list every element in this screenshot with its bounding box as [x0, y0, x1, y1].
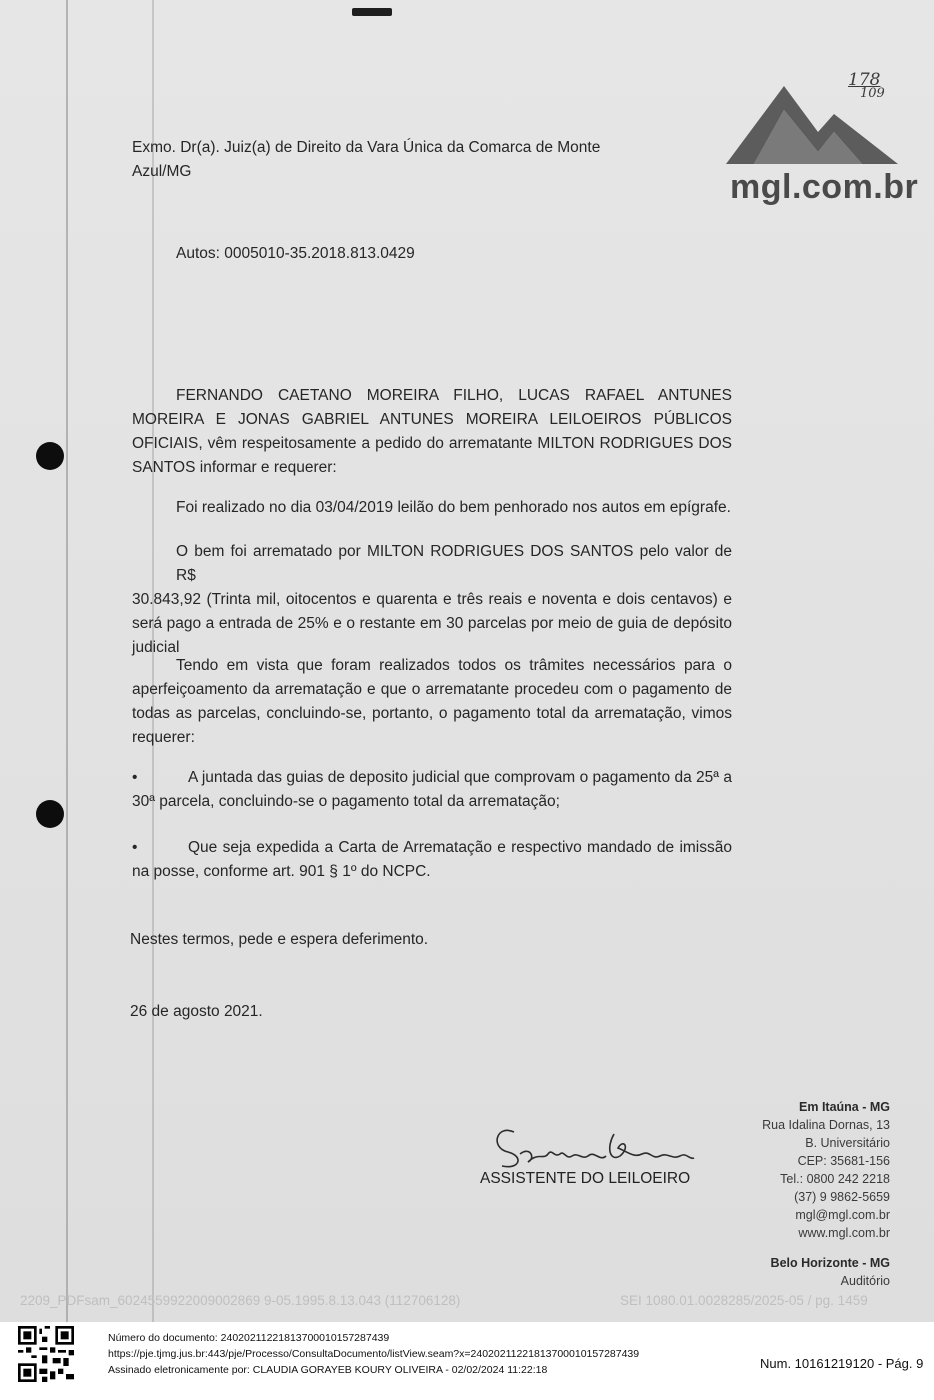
- addressee-line: Azul/MG: [132, 163, 192, 180]
- address-city-2: Belo Horizonte - MG: [770, 1256, 890, 1270]
- bullet: •: [132, 839, 138, 856]
- letter-date: 26 de agosto 2021.: [130, 1003, 263, 1020]
- paragraph-line: judicial: [132, 639, 180, 656]
- addressee-line: Exmo. Dr(a). Juiz(a) de Direito da Vara Única da Comarca de Monte: [132, 139, 601, 156]
- intro-paragraph: [132, 384, 732, 480]
- address-street: Rua Idalina Dornas, 13: [762, 1118, 890, 1132]
- tramites-paragraph: [132, 654, 732, 750]
- addressee: [132, 136, 652, 184]
- paragraph-line: requerer:: [132, 729, 195, 746]
- closing-text: Nestes termos, pede e espera deferimento.: [130, 931, 429, 948]
- paragraph-line: aperfeiçoamento da arrematação e que o arrematante procedeu com o pagamento de: [132, 681, 732, 698]
- address-city: Em Itaúna - MG: [799, 1100, 890, 1114]
- bullet: •: [132, 769, 138, 786]
- request-item-2: [132, 836, 732, 884]
- paragraph-line: O bem foi arrematado por MILTON RODRIGUES DOS SANTOS pelo valor de R$: [176, 543, 732, 584]
- document-url[interactable]: https://pje.tjmg.jus.br:443/pje/Processo/ConsultaDocumento/listView.seam?x=24020211221813700010157287439: [108, 1348, 640, 1360]
- paragraph-line: OFICIAIS, vêm respeitosamente a pedido do arrematante MILTON RODRIGUES DOS: [132, 435, 732, 452]
- paragraph-line: Tendo em vista que foram realizados todos os trâmites necessários para o: [176, 657, 732, 674]
- fold-line: [66, 0, 68, 1322]
- punch-hole: [36, 442, 64, 470]
- request-item-1: [132, 766, 732, 814]
- page-number: Num. 10161219120 - Pág. 9: [760, 1356, 924, 1371]
- signature-role: ASSISTENTE DO LEILOEIRO: [480, 1170, 691, 1187]
- document-number: Número do documento: 24020211221813700010157287439: [108, 1332, 390, 1344]
- paragraph-line: SANTOS informar e requerer:: [132, 459, 337, 476]
- paragraph-line: Que seja expedida a Carta de Arrematação e respectivo mandado de imissão: [188, 839, 732, 856]
- leilao-paragraph: Foi realizado no dia 03/04/2019 leilão do bem penhorado nos autos em epígrafe.: [176, 499, 731, 516]
- watermark-right: SEI 1080.01.0028285/2025-05 / pg. 1459: [620, 1293, 868, 1308]
- signature-block: [474, 1118, 704, 1187]
- punch-hole: [36, 800, 64, 828]
- address-phone: Tel.: 0800 242 2218: [780, 1172, 890, 1186]
- footer-info: [108, 1330, 639, 1378]
- paragraph-line: será pago a entrada de 25% e o restante em 30 parcelas por meio de guia de depósito: [132, 615, 732, 632]
- handwritten-signature: [474, 1118, 704, 1172]
- address-cell: (37) 9 9862-5659: [794, 1190, 890, 1204]
- arrematacao-paragraph: [132, 540, 732, 660]
- address-place-2: Auditório: [840, 1274, 890, 1288]
- paragraph-line: FERNANDO CAETANO MOREIRA FILHO, LUCAS RAFAEL ANTUNES: [176, 387, 732, 404]
- logo-text: mgl.com.br: [730, 168, 919, 206]
- address-site: www.mgl.com.br: [798, 1226, 890, 1240]
- signature-info: Assinado eletronicamente por: CLAUDIA GORAYEB KOURY OLIVEIRA - 02/02/2024 11:22:18: [108, 1364, 548, 1376]
- address-email: mgl@mgl.com.br: [795, 1208, 890, 1222]
- paragraph-line: MOREIRA E JONAS GABRIEL ANTUNES MOREIRA LEILOEIROS PÚBLICOS: [132, 411, 732, 428]
- address-block: [762, 1098, 890, 1290]
- paragraph-line: 30ª parcela, concluindo-se o pagamento total da arrematação;: [132, 793, 560, 810]
- handwritten-number-bottom: 109: [860, 86, 885, 101]
- autos-number: Autos: 0005010-35.2018.813.0429: [176, 245, 415, 262]
- address-district: B. Universitário: [805, 1136, 890, 1150]
- address-cep: CEP: 35681-156: [797, 1154, 890, 1168]
- qr-code-icon: [18, 1326, 74, 1382]
- paragraph-line: 30.843,92 (Trinta mil, oitocentos e quarenta e três reais e noventa e dois centavos) e: [132, 591, 732, 608]
- scan-mark: [352, 8, 392, 16]
- handwritten-number-top: 178: [848, 70, 881, 90]
- paragraph-line: A juntada das guias de deposito judicial que comprovam o pagamento da 25ª a: [188, 769, 732, 786]
- paragraph-line: todas as parcelas, concluindo-se, portanto, o pagamento total da arrematação, vimos: [132, 705, 732, 722]
- handwritten-page-number: [848, 70, 885, 101]
- paragraph-line: na posse, conforme art. 901 § 1º do NCPC.: [132, 863, 431, 880]
- watermark-left: 2209_PDFsam_6024559922009002869 9-05.1995.8.13.043 (112706128): [20, 1293, 461, 1308]
